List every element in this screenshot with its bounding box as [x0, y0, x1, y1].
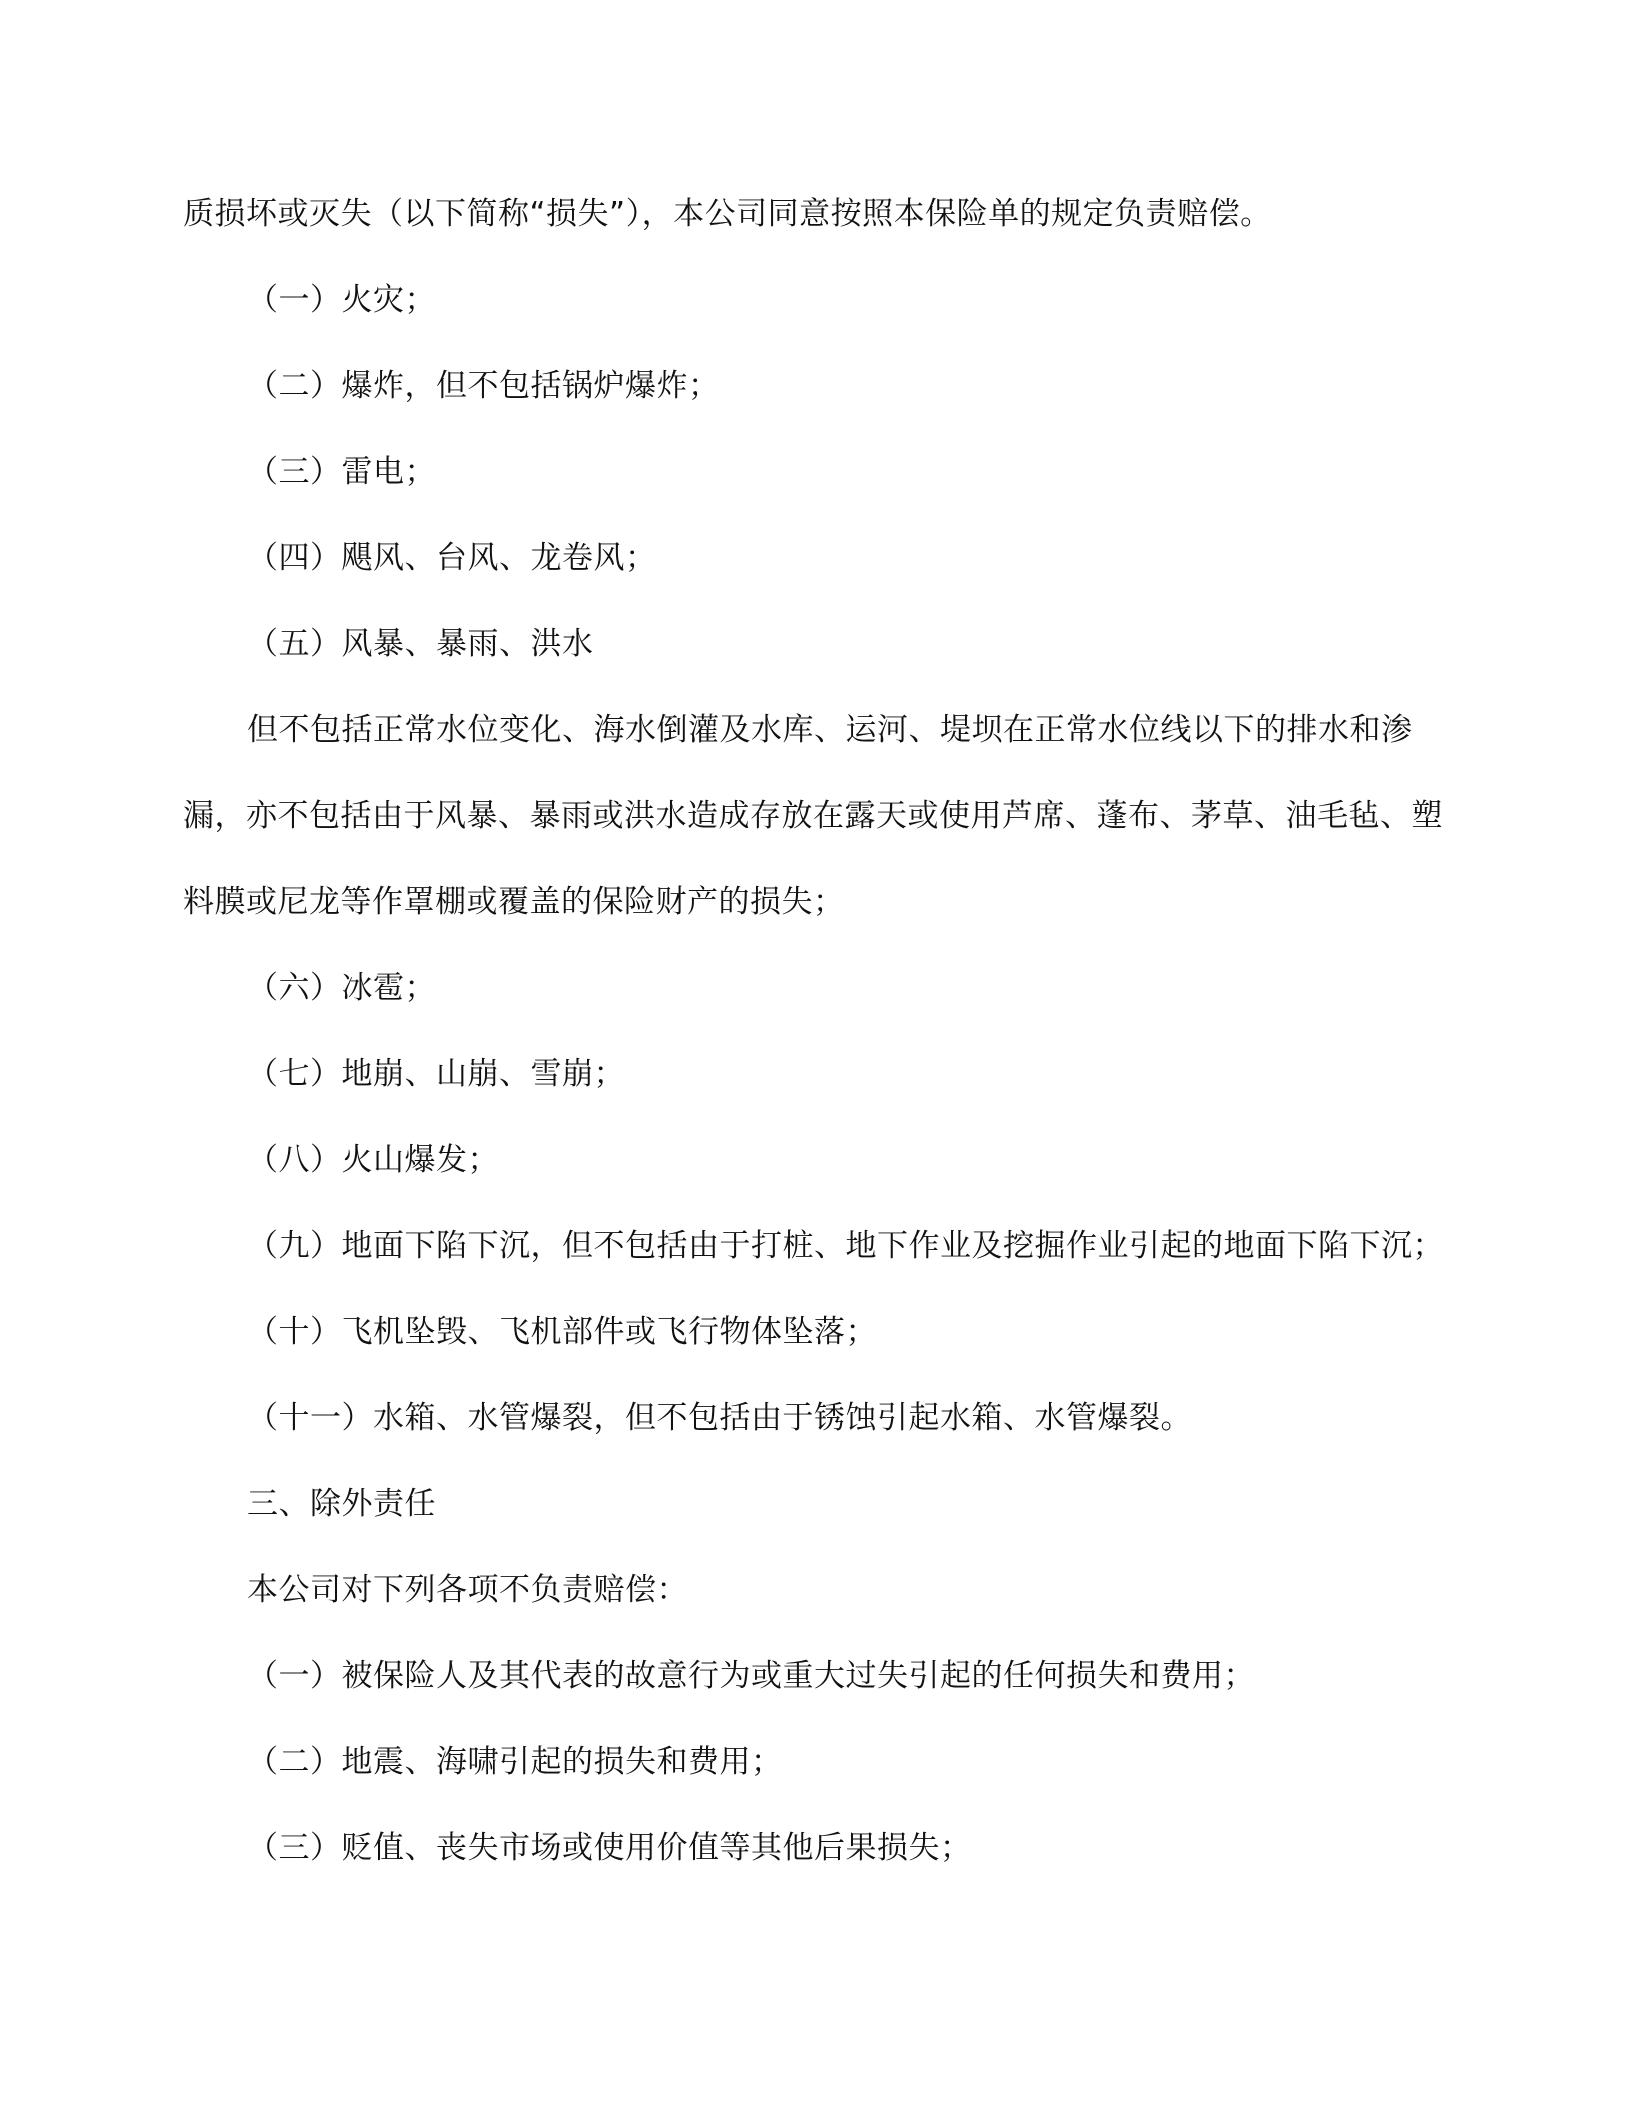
exclusion-note-line-1: 但不包括正常水位变化、海水倒灌及水库、运河、堤坝在正常水位线以下的排水和渗	[247, 712, 1413, 748]
insured-peril-item-11: （十一）水箱、水管爆裂，但不包括由于锈蚀引起水箱、水管爆裂。	[247, 1400, 1192, 1436]
insured-peril-item-10: （十）飞机坠毁、飞机部件或飞行物体坠落；	[247, 1314, 877, 1350]
insured-peril-item-7: （七）地崩、山崩、雪崩；	[247, 1056, 625, 1092]
exclusions-intro: 本公司对下列各项不负责赔偿：	[247, 1572, 688, 1608]
insured-peril-item-3: （三）雷电；	[247, 454, 436, 490]
section-heading-exclusions: 三、除外责任	[247, 1486, 436, 1522]
insured-peril-item-8: （八）火山爆发；	[247, 1142, 499, 1178]
exclusion-item-2: （二）地震、海啸引起的损失和费用；	[247, 1744, 783, 1780]
paragraph-continuation-line: 质损坏或灭失（以下简称“损失”），本公司同意按照本保险单的规定负责赔偿。	[183, 196, 1272, 232]
exclusion-item-3: （三）贬值、丧失市场或使用价值等其他后果损失；	[247, 1830, 972, 1866]
insured-peril-item-9: （九）地面下陷下沉，但不包括由于打桩、地下作业及挖掘作业引起的地面下陷下沉；	[247, 1228, 1444, 1264]
insured-peril-item-4: （四）飓风、台风、龙卷风；	[247, 540, 657, 576]
exclusion-note-line-3: 料膜或尼龙等作罩棚或覆盖的保险财产的损失；	[183, 884, 845, 920]
insured-peril-item-2: （二）爆炸，但不包括锅炉爆炸；	[247, 368, 720, 404]
insured-peril-item-6: （六）冰雹；	[247, 970, 436, 1006]
exclusion-note-line-2: 漏，亦不包括由于风暴、暴雨或洪水造成存放在露天或使用芦席、蓬布、茅草、油毛毡、塑	[183, 798, 1443, 834]
insured-peril-item-1: （一）火灾；	[247, 282, 436, 318]
insured-peril-item-5: （五）风暴、暴雨、洪水	[247, 626, 594, 662]
exclusion-item-1: （一）被保险人及其代表的故意行为或重大过失引起的任何损失和费用；	[247, 1658, 1255, 1694]
